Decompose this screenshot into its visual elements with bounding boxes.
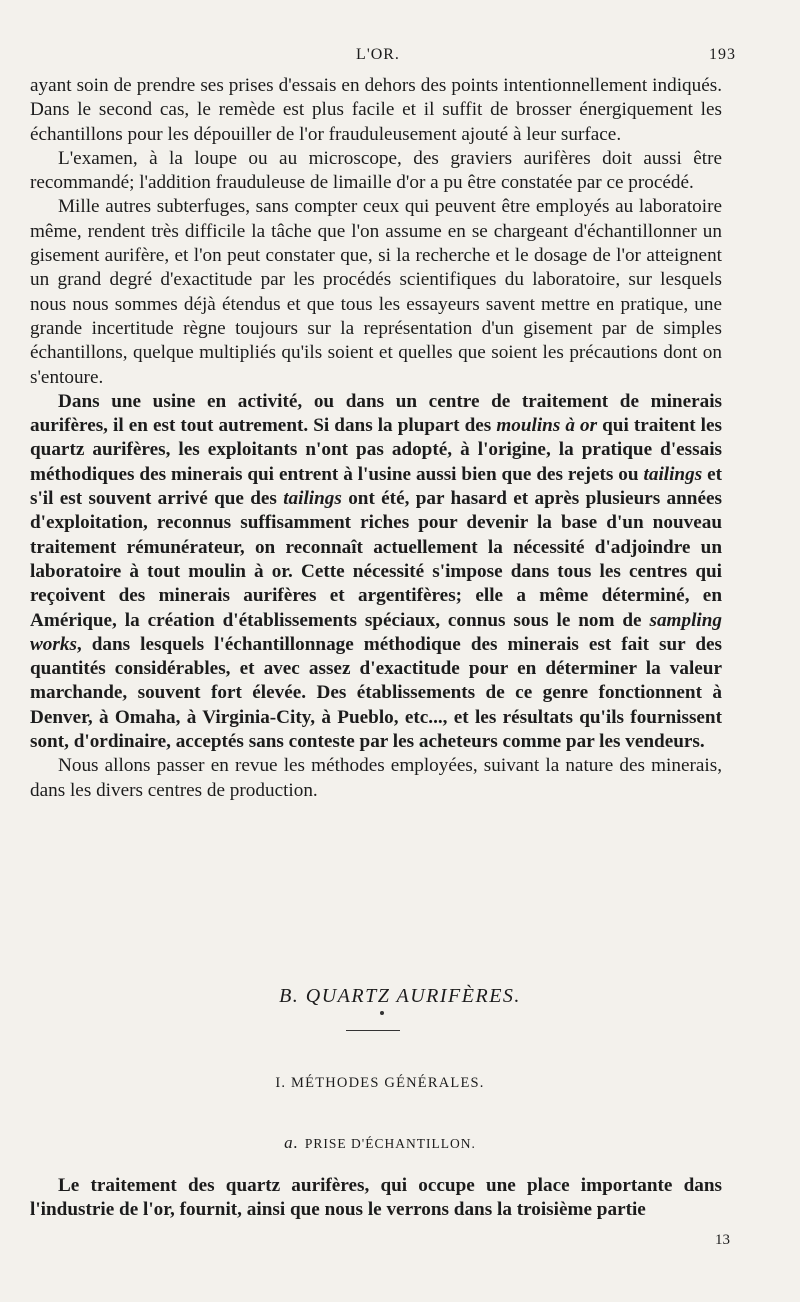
text-run: qui traitent les quartz aurifères, les exploitants n'ont pas adopté, à l'origine, la pratique d'essais méthodiques des minerais qui entrent à l'usine aussi bien que des rejets ou — [30, 415, 722, 485]
page-number: 193 — [709, 46, 736, 63]
subsubsection-title — [0, 1133, 760, 1153]
paragraph: ayant soin de prendre ses prises d'essais en dehors des points intentionnellement indiqués. Dans le second cas, le remède est plus facile et il suffit de brosser énergiquement les échantillons pour les dépouiller de l'or frauduleusement ajouté à leur surface. — [30, 75, 722, 145]
italic-term: tailings — [283, 488, 342, 510]
paragraph: Mille autres subterfuges, sans compter ceux qui peuvent être employés au laboratoire même, rendent très difficile la tâche que l'on assume en se chargeant d'échantillonner un gisement aurifère, et l'on peut constater que, si la recherche et le dosage de l'or atteignent un grand degré d'exactitude par les procédés scientifiques du laboratoire, sur lesquels nous nous sommes déjà étendus et que tous les essayeurs savent mettre en pratique, une grande incertitude règne toujours sur la représentation d'un gisement par de simples échantillons, quelque multipliés qu'ils soient et quelles que soient les précautions dont on s'entoure. — [30, 196, 722, 388]
section-rule — [346, 1030, 400, 1031]
paragraph: Nous allons passer en revue les méthodes employées, suivant la nature des minerais, dans les divers centres de production. — [30, 755, 722, 801]
running-title: L'OR. — [356, 46, 400, 63]
signature-mark: 13 — [715, 1232, 730, 1248]
text-run: , dans lesquels l'échantillonnage méthodique des minerais est fait sur des quantités considérables, et avec assez d'exactitude pour en déterminer la valeur marchande, souvent fort élevée. Des établissements de ce genre fonctionnent à Denver, à Omaha, à Virginia-City, à Pueblo, etc..., et les résultats qu'ils fournissent sont, d'ordinaire, acceptés sans conteste par les acheteurs comme par les vendeurs. — [30, 633, 722, 753]
italic-term: tailings — [643, 463, 703, 485]
subsubsection-label: PRISE D'ÉCHANTILLON. — [304, 1136, 476, 1151]
italic-term: sampling works — [30, 609, 722, 655]
ornament-dot — [380, 1011, 384, 1015]
paragraph: L'examen, à la loupe ou au microscope, des graviers aurifères doit aussi être recommandé; l'addition frauduleuse de limaille d'or a pu être constatée par ce procédé. — [30, 147, 722, 194]
body-text — [30, 74, 722, 803]
subsubsection-letter: a. — [284, 1133, 299, 1152]
section-title: B. QUARTZ AURIFÈRES. — [279, 985, 521, 1007]
paragraph: Le traitement des quartz aurifères, qui occupe une place importante dans l'industrie de l'or, fournit, ainsi que nous le verrons dans la troisième partie — [30, 1175, 722, 1221]
text-run: et s'il est souvent arrivé que des — [30, 463, 723, 510]
page-header — [28, 46, 736, 70]
text-run: Dans une usine en activité, ou dans un centre de traitement de minerais aurifères, il en est tout autrement. Si dans la plupart des — [30, 390, 722, 437]
italic-term: moulins à or — [496, 415, 598, 437]
text-run: ont été, par hasard et après plusieurs années d'exploitation, reconnus suffisamment riches pour devenir la base d'un nouveau traitement rémunérateur, on reconnaît actuellement la nécessité d'adjoindre un laboratoire à tout moulin à or. Cette nécessité s'impose dans tous les centres qui reçoivent des minerais aurifères et argentifères; elle a même déterminé, en Amérique, la création d'établissements spéciaux, connus sous le nom de — [30, 488, 722, 631]
paragraph — [30, 390, 722, 754]
last-paragraph-block — [30, 1174, 722, 1223]
subsection-title: I. MÉTHODES GÉNÉRALES. — [275, 1075, 485, 1091]
